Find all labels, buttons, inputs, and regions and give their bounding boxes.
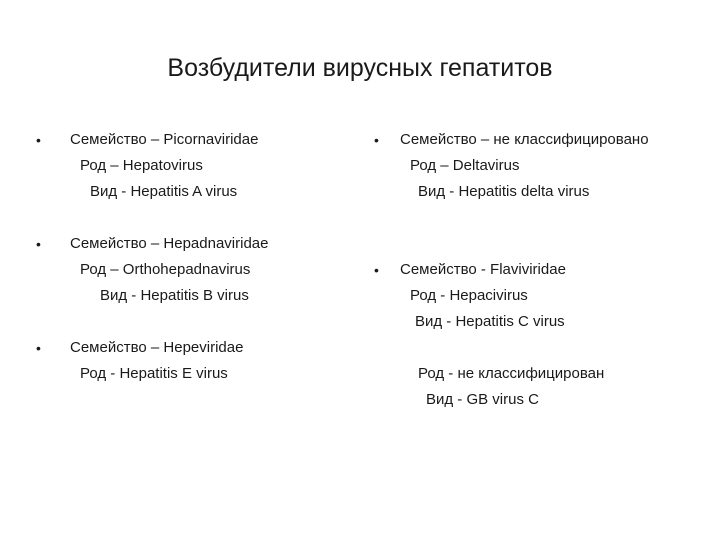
species-label: Вид - Hepatitis B virus xyxy=(100,287,249,304)
bullet-point: • xyxy=(374,262,379,278)
genus-label: Род - Hepatitis E virus xyxy=(80,365,228,382)
bullet-point: • xyxy=(374,132,379,148)
genus-label: Род - Hepacivirus xyxy=(410,287,528,304)
family-label: Семейство – Picornaviridae xyxy=(70,131,259,148)
family-label: Семейство – не классифицировано xyxy=(400,131,649,148)
genus-label: Род – Orthohepadnavirus xyxy=(80,261,251,278)
bullet-point: • xyxy=(36,236,41,252)
genus-label: Род – Hepatovirus xyxy=(80,157,203,174)
species-label: Вид - Hepatitis A virus xyxy=(90,183,238,200)
family-label: Семейство – Hepadnaviridae xyxy=(70,235,269,252)
family-label: Семейство – Hepeviridae xyxy=(70,339,244,356)
species-label: Вид - Hepatitis C virus xyxy=(415,313,565,330)
genus-label: Род – Deltavirus xyxy=(410,157,520,174)
bullet-point: • xyxy=(36,132,41,148)
species-label: Вид - Hepatitis delta virus xyxy=(418,183,590,200)
family-label: Семейство - Flaviviridae xyxy=(400,261,566,278)
slide-title: Возбудители вирусных гепатитов xyxy=(167,54,553,82)
bullet-point: • xyxy=(36,340,41,356)
species-label-gb: Вид - GB virus C xyxy=(426,391,539,408)
genus-label-unclassified: Род - не классифицирован xyxy=(418,365,605,382)
